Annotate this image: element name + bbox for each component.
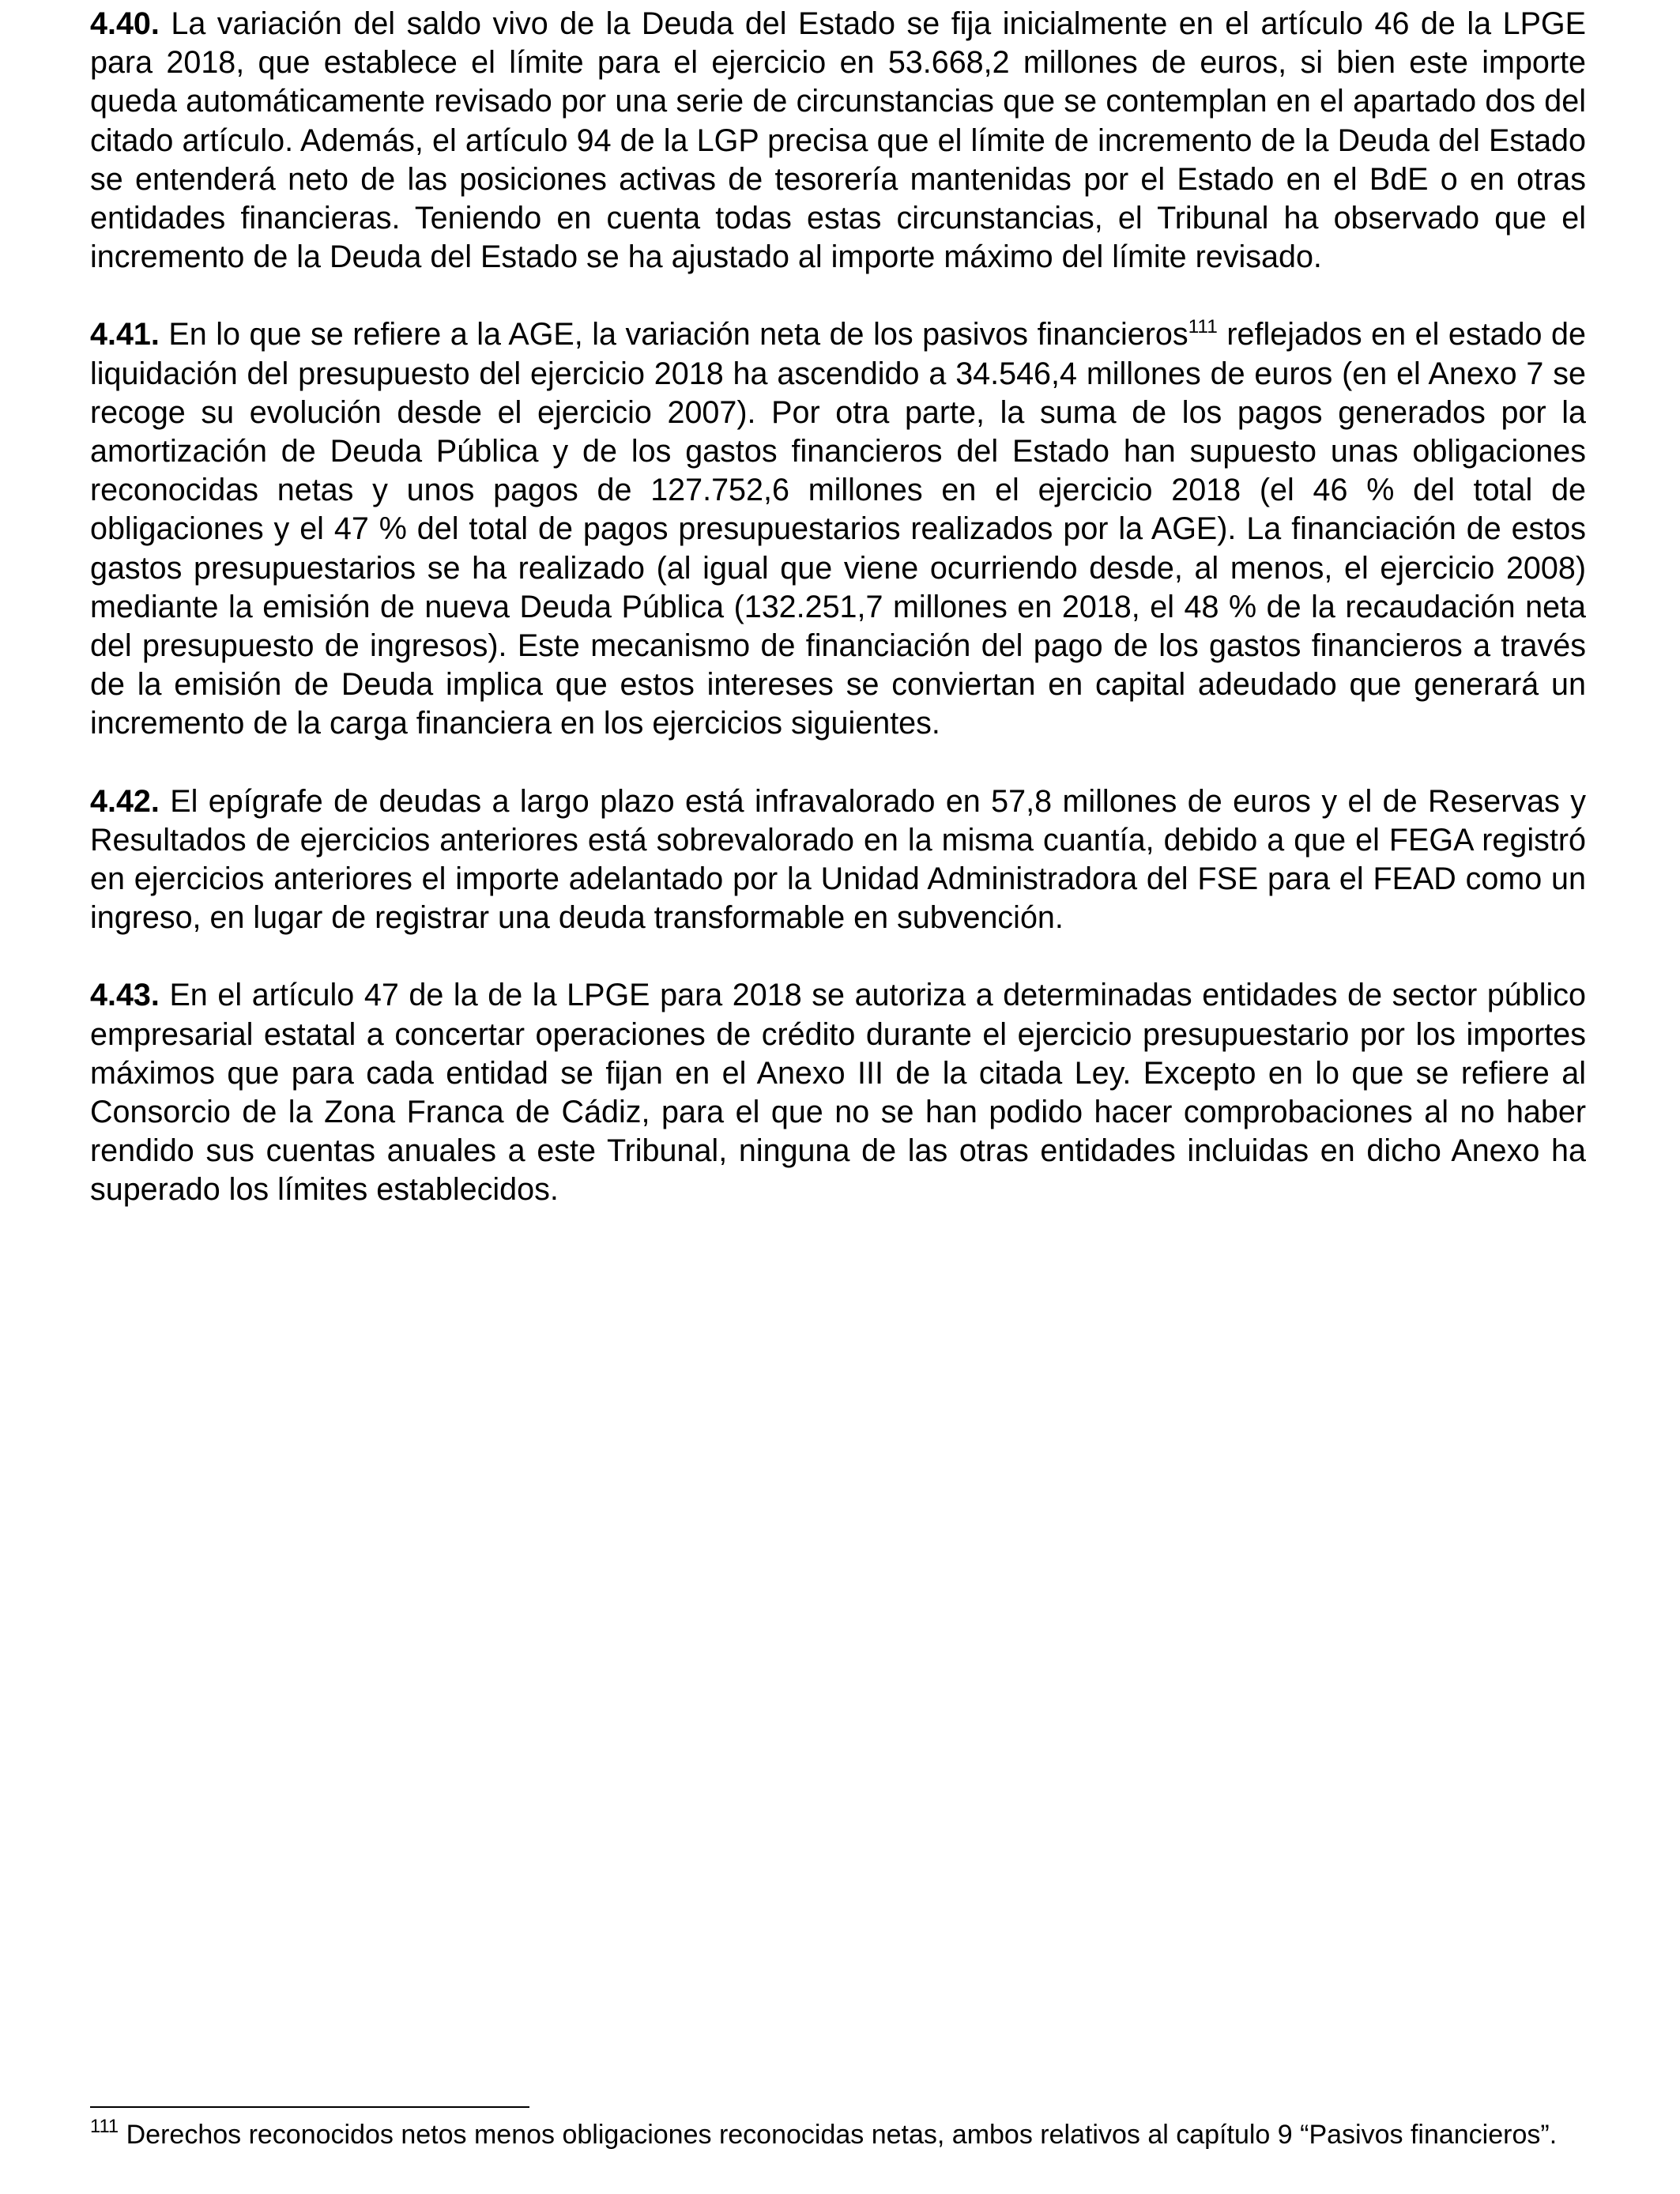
document-body [90, 5, 1586, 1249]
footnote-number: 111 [90, 2116, 119, 2138]
paragraph-text: En el artículo 47 de la de la LPGE para 2018 se autoriza a determinadas entidades de sector público empresarial estatal a concertar operaciones de crédito durante el ejercicio presupuestario por los importes máximos que para cada entidad se fijan en el Anexo III de la citada Ley. Excepto en lo que se refiere al Consorcio de la Zona Franca de Cádiz, para el que no se han podido hacer comprobaciones al no haber rendido sus cuentas anuales a este Tribunal, ninguna de las otras entidades incluidas en dicho Anexo ha superado los límites establecidos. [90, 978, 1586, 1208]
paragraph-4-42 [90, 782, 1586, 938]
paragraph-text-continued: reflejados en el estado de liquidación del presupuesto del ejercicio 2018 ha ascendido a 34.546,4 millones de euros (en el Anexo 7 se recoge su evolución desde el ejercicio 2007). Por otra parte, la suma de los pagos generados por la amortización de Deuda Pública y de los gastos financieros del Estado han supuesto unas obligaciones reconocidas netas y unos pagos de 127.752,6 millones en el ejercicio 2018 (el 46 % del total de obligaciones y el 47 % del total de pagos presupuestarios realizados por la AGE). La financiación de estos gastos presupuestarios se ha realizado (al igual que viene ocurriendo desde, al menos, el ejercicio 2008) mediante la emisión de nueva Deuda Pública (132.251,7 millones en 2018, el 48 % de la recaudación neta del presupuesto de ingresos). Este mecanismo de financiación del pago de los gastos financieros a través de la emisión de Deuda implica que estos intereses se conviertan en capital adeudado que generará un incremento de la carga financiera en los ejercicios siguientes. [90, 317, 1586, 741]
paragraph-text: La variación del saldo vivo de la Deuda del Estado se fija inicialmente en el artículo 46 de la LPGE para 2018, que establece el límite para el ejercicio en 53.668,2 millones de euros, si bien este importe queda automáticamente revisado por una serie de circunstancias que se contemplan en el apartado dos del citado artículo. Además, el artículo 94 de la LGP precisa que el límite de incremento de la Deuda del Estado se entenderá neto de las posiciones activas de tesorería mantenidas por el Estado en el BdE o en otras entidades financieras. Teniendo en cuenta todas estas circunstancias, el Tribunal ha observado que el incremento de la Deuda del Estado se ha ajustado al importe máximo del límite revisado. [90, 6, 1586, 275]
footnote-111 [90, 2118, 1586, 2152]
footnote-text: Derechos reconocidos netos menos obligaciones reconocidas netas, ambos relativos al capítulo 9 “Pasivos financieros”. [119, 2120, 1558, 2150]
paragraph-4-40 [90, 5, 1586, 277]
paragraph-number: 4.40. [90, 6, 160, 41]
paragraph-4-43 [90, 976, 1586, 1209]
paragraph-4-41 [90, 315, 1586, 743]
footnote-separator [90, 2106, 529, 2108]
paragraph-number: 4.41. [90, 317, 160, 352]
paragraph-number: 4.43. [90, 978, 160, 1013]
paragraph-text: En lo que se refiere a la AGE, la variación neta de los pasivos financieros [159, 317, 1188, 352]
paragraph-text: El epígrafe de deudas a largo plazo está infravalorado en 57,8 millones de euros y el de Reservas y Resultados de ejercicios anteriores está sobrevalorado en la misma cuantía, debido a que el FEGA registró en ejercicios anteriores el importe adelantado por la Unidad Administradora del FSE para el FEAD como un ingreso, en lugar de registrar una deuda transformable en subvención. [90, 783, 1586, 936]
paragraph-number: 4.42. [90, 783, 160, 819]
footnote-reference[interactable]: 111 [1188, 316, 1218, 338]
